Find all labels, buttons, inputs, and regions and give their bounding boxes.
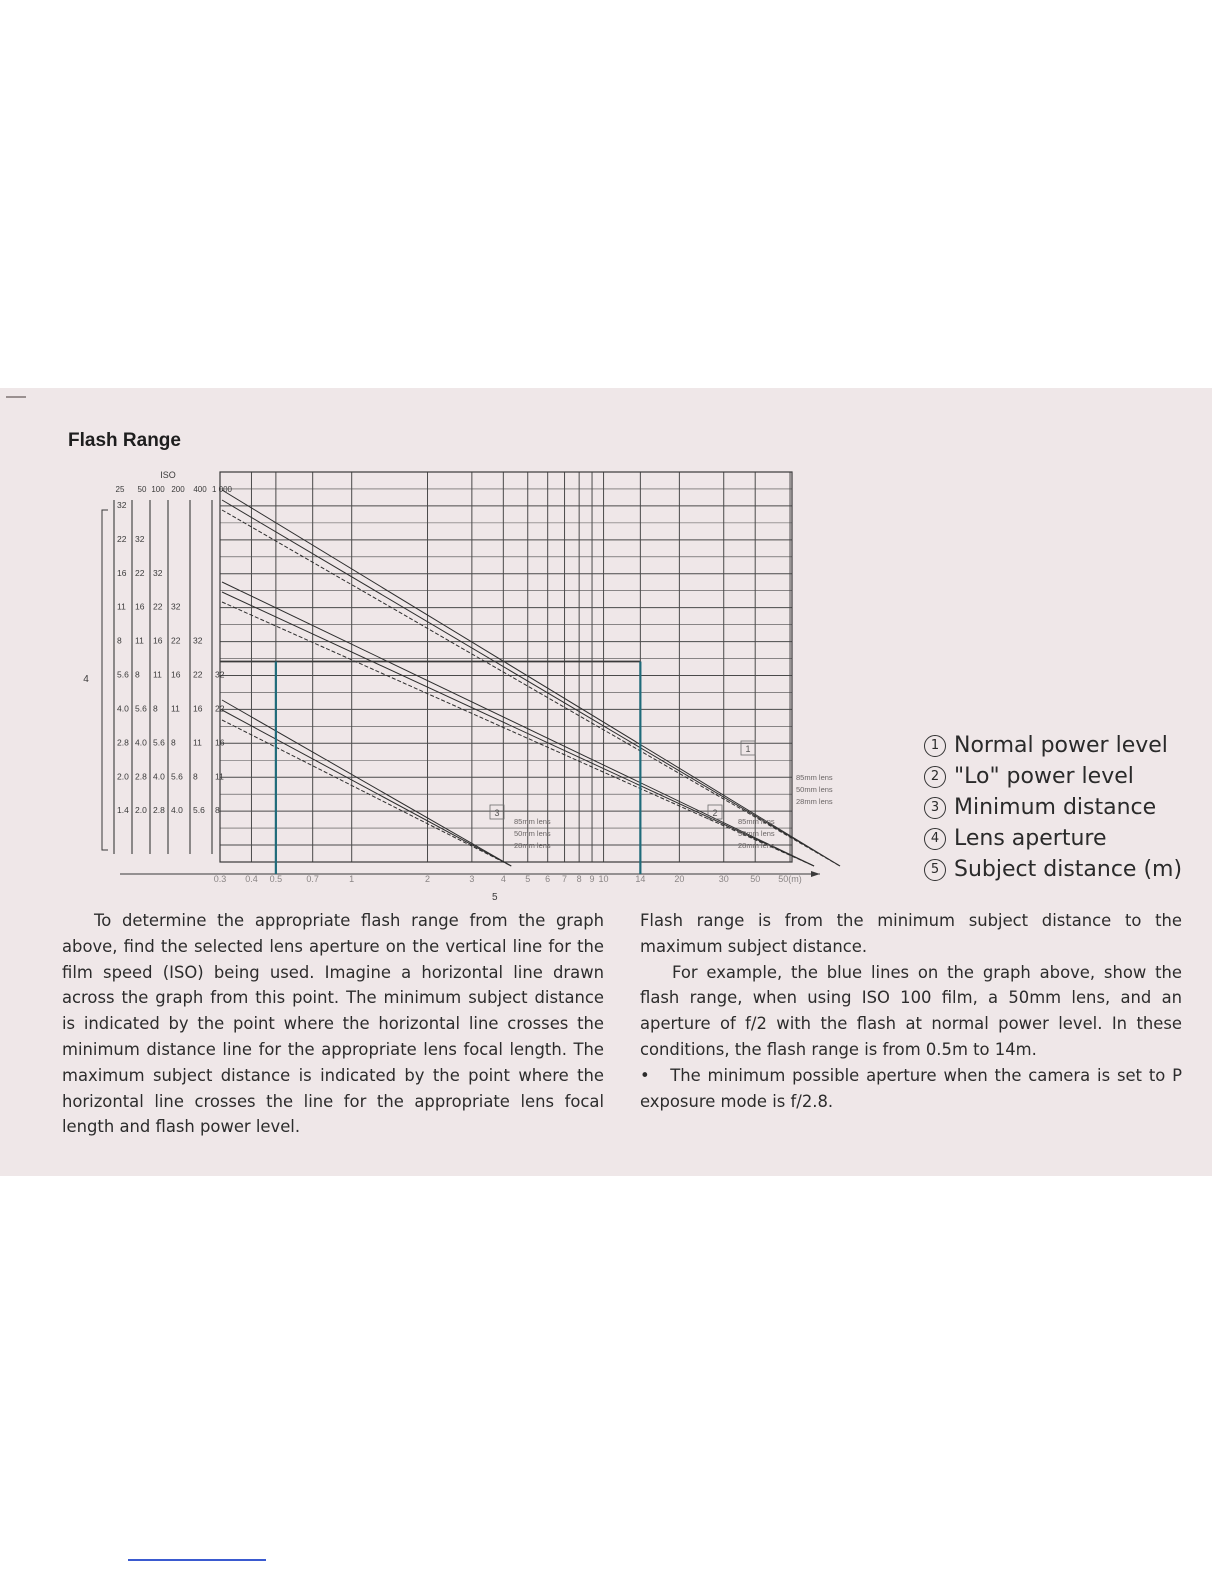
aperture-tick-label: 4.0 [117, 703, 129, 714]
aperture-tick-label: 22 [215, 703, 225, 714]
legend-number: 4 [924, 828, 946, 850]
legend-label: Normal power level [954, 733, 1168, 758]
aperture-tick-label: 2.8 [135, 771, 147, 782]
aperture-tick-label: 2.0 [117, 771, 129, 782]
x-tick-label: 0.7 [306, 874, 319, 884]
aperture-tick-label: 4.0 [171, 805, 183, 816]
legend-number: 3 [924, 797, 946, 819]
aperture-tick-label: 8 [135, 669, 140, 680]
legend-item-normal-power [924, 730, 1204, 761]
x-tick-label: 9 [589, 874, 595, 884]
aperture-tick-label: 11 [135, 635, 144, 646]
x-tick-label: 14 [635, 874, 646, 884]
aperture-tick-label: 8 [153, 703, 158, 714]
instructions-right-column [640, 908, 1182, 1114]
instructions-paragraph: To determine the appropriate flash range from the graph above, find the selected lens aperture on the vertical line for the film speed (ISO) being used. Imagine a horizontal line drawn across the graph from this point. The minimum subject distance is indicated by the point where the horizontal line crosses the minimum distance line for the appropriate lens focal length. The maximum subject distance is indicated by the point where the horizontal line crosses the line for the appropriate lens focal length and flash power level. [62, 911, 604, 1137]
instructions-left-column [62, 908, 604, 1140]
curve-group-number: 1 [745, 744, 751, 754]
aperture-tick-label: 22 [117, 533, 127, 544]
aperture-tick-label: 16 [215, 737, 225, 748]
aperture-tick-label: 11 [215, 771, 224, 782]
lens-label: 50mm lens [514, 829, 551, 838]
legend-label: Minimum distance [954, 795, 1157, 820]
flash-range-line [222, 710, 511, 866]
iso-speed-label: 400 [193, 485, 207, 494]
aperture-tick-label: 32 [135, 533, 145, 544]
scan-mark [6, 396, 26, 398]
aperture-tick-label: 5.6 [193, 805, 205, 816]
aperture-tick-label: 1.4 [117, 805, 129, 816]
y-axis-label: 4 [83, 674, 89, 685]
aperture-tick-label: 22 [153, 601, 163, 612]
legend-number: 1 [924, 735, 946, 757]
lens-label: 28mm lens [738, 841, 775, 850]
legend-item-minimum-distance [924, 792, 1204, 823]
iso-label: ISO [160, 470, 176, 480]
legend-label: "Lo" power level [954, 764, 1134, 789]
aperture-tick-label: 4.0 [153, 771, 165, 782]
aperture-tick-label: 16 [135, 601, 145, 612]
x-tick-label: 50(m) [778, 874, 802, 884]
lens-label: 50mm lens [738, 829, 775, 838]
legend-item-lo-power [924, 761, 1204, 792]
example-paragraph: For example, the blue lines on the graph above, show the flash range, when using ISO 100 film, a 50mm lens, and an aperture of f/2 with the flash at normal power level. In these conditions, the flash range is from 0.5m to 14m. [640, 962, 1182, 1059]
aperture-tick-label: 8 [117, 635, 122, 646]
x-axis-arrow [811, 871, 820, 877]
aperture-tick-label: 16 [171, 669, 181, 680]
legend-number: 2 [924, 766, 946, 788]
aperture-tick-label: 2.8 [153, 805, 165, 816]
legend-item-lens-aperture [924, 823, 1204, 854]
note-text: The minimum possible aperture when the camera is set to P exposure mode is f/2.8. [640, 1065, 1182, 1111]
x-tick-label: 20 [674, 874, 685, 884]
aperture-tick-label: 32 [153, 567, 163, 578]
flash-range-line [222, 510, 840, 866]
chart-legend [924, 730, 1204, 885]
legend-number: 5 [924, 859, 946, 881]
iso-speed-label: 25 [115, 485, 125, 494]
aperture-tick-label: 11 [153, 669, 162, 680]
aperture-tick-label: 32 [215, 669, 225, 680]
aperture-tick-label: 2.8 [117, 737, 129, 748]
x-tick-label: 7 [562, 874, 568, 884]
legend-label: Lens aperture [954, 826, 1107, 851]
footer-rule [128, 1559, 266, 1561]
flash-range-line [222, 720, 511, 866]
x-tick-label: 0.4 [245, 874, 258, 884]
x-tick-label: 30 [718, 874, 729, 884]
aperture-tick-label: 32 [117, 500, 127, 510]
aperture-tick-label: 4.0 [135, 737, 147, 748]
x-tick-label: 50 [750, 874, 761, 884]
plot-frame [220, 472, 792, 862]
x-tick-label: 1 [349, 874, 355, 884]
note-paragraph [640, 1063, 1182, 1115]
bullet-mark: • [640, 1065, 650, 1085]
flash-range-chart [60, 462, 860, 912]
aperture-tick-label: 16 [117, 567, 127, 578]
lens-label: 28mm lens [796, 797, 833, 806]
lens-label: 50mm lens [796, 785, 833, 794]
flash-range-definition: Flash range is from the minimum subject distance to the maximum subject distance. [640, 911, 1182, 956]
x-tick-label: 8 [576, 874, 582, 884]
iso-speed-label: 100 [151, 485, 165, 494]
aperture-tick-label: 22 [171, 635, 181, 646]
legend-label: Subject distance (m) [954, 857, 1183, 882]
iso-speed-label: 50 [137, 485, 147, 494]
aperture-tick-label: 5.6 [171, 771, 183, 782]
aperture-tick-label: 11 [193, 737, 202, 748]
flash-range-line [222, 700, 511, 866]
lens-label: 85mm lens [514, 817, 551, 826]
aperture-tick-label: 5.6 [135, 703, 147, 714]
aperture-tick-label: 11 [171, 703, 180, 714]
aperture-tick-label: 16 [193, 703, 203, 714]
curve-group-number: 3 [494, 808, 500, 818]
x-tick-label: 2 [425, 874, 431, 884]
legend-item-subject-distance [924, 854, 1204, 885]
x-tick-label: 3 [469, 874, 475, 884]
aperture-tick-label: 22 [135, 567, 145, 578]
x-tick-label: 0.5 [269, 874, 283, 884]
page-title: Flash Range [68, 430, 181, 451]
x-tick-label: 4 [500, 874, 506, 884]
iso-speed-label: 1 000 [211, 485, 233, 494]
aperture-bracket [102, 510, 108, 850]
lens-label: 85mm lens [738, 817, 775, 826]
aperture-tick-label: 32 [171, 601, 181, 612]
lens-label: 28mm lens [514, 841, 551, 850]
iso-speed-label: 200 [171, 485, 185, 494]
x-axis-label: 5 [492, 892, 498, 903]
aperture-tick-label: 16 [153, 635, 163, 646]
x-tick-label: 6 [545, 874, 551, 884]
x-tick-label: 0.3 [213, 874, 227, 884]
aperture-tick-label: 11 [117, 601, 126, 612]
aperture-tick-label: 22 [193, 669, 203, 680]
aperture-tick-label: 5.6 [153, 737, 165, 748]
x-tick-label: 10 [598, 874, 609, 884]
aperture-tick-label: 8 [215, 805, 220, 816]
aperture-tick-label: 5.6 [117, 669, 129, 680]
aperture-tick-label: 8 [171, 737, 176, 748]
x-tick-label: 5 [525, 874, 531, 884]
aperture-tick-label: 2.0 [135, 805, 147, 816]
aperture-tick-label: 32 [193, 635, 203, 646]
flash-range-line [222, 490, 840, 866]
curve-group-number: 2 [712, 808, 718, 818]
aperture-tick-label: 8 [193, 771, 198, 782]
lens-label: 85mm lens [796, 773, 833, 782]
